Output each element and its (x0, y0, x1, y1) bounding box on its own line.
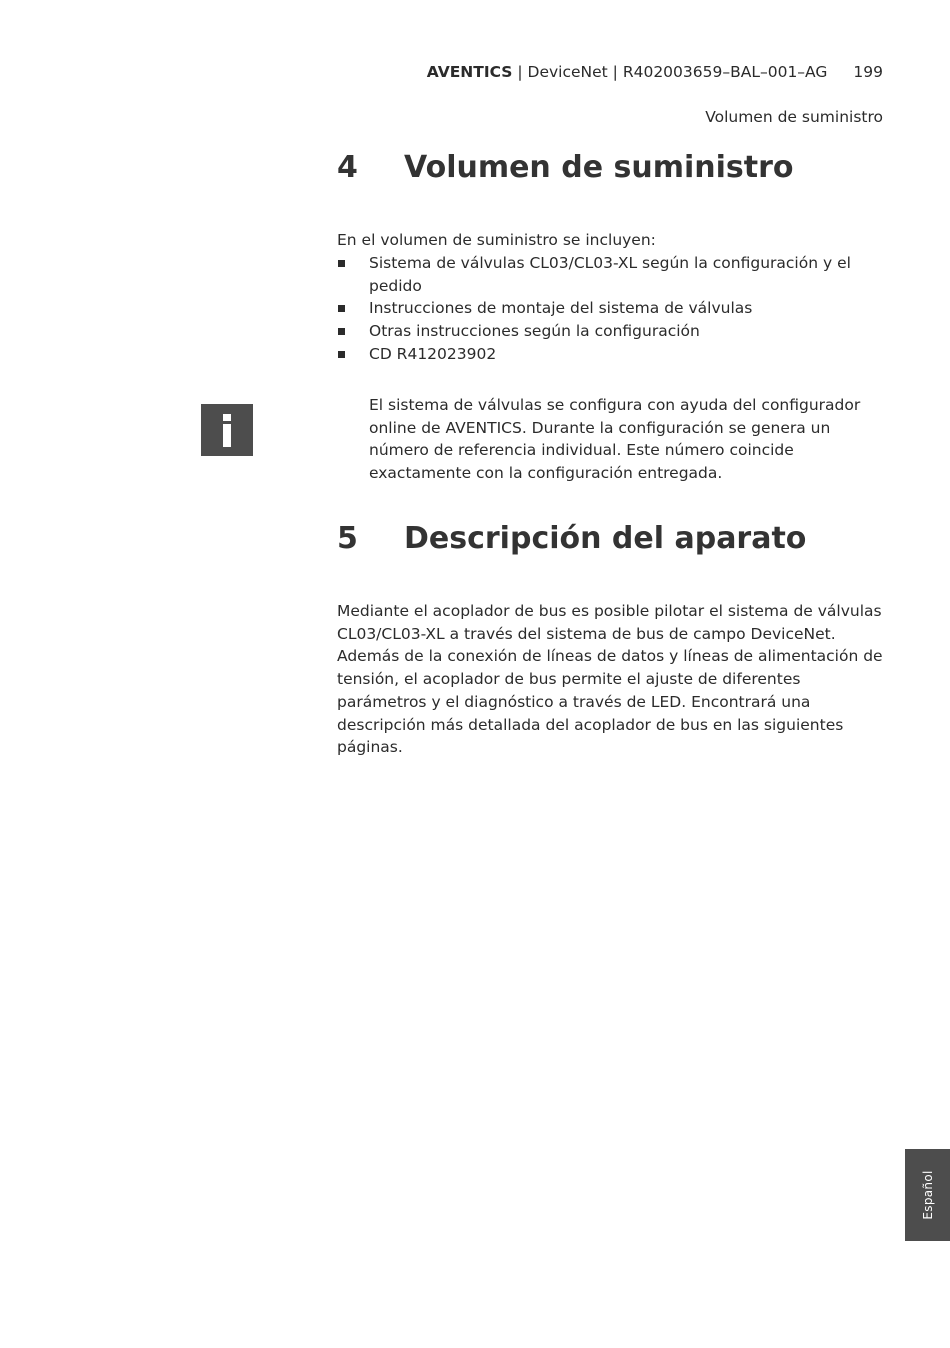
section-number: 4 (337, 150, 358, 185)
info-icon (201, 404, 253, 456)
list-item-text: Sistema de válvulas CL03/CL03-XL según la configuración y el pedido (369, 254, 851, 295)
running-header (0, 62, 883, 82)
section-title: Volumen de suministro (404, 150, 794, 185)
section-5-body: Mediante el acoplador de bus es posible pilotar el sistema de válvulas CL03/CL03-XL a través del sistema de bus de campo DeviceNet. Además de la conexión de líneas de datos y líneas de alimentación de tensión, el acoplador de bus permite el ajuste de diferentes parámetros y el diagnóstico a través de LED. Encontrará una descripción más detallada del acoplador de bus en las siguientes páginas. (337, 602, 883, 757)
list-item-text: Otras instrucciones según la configuración (369, 322, 700, 341)
language-tab (905, 1149, 950, 1241)
info-icon-dot (223, 414, 231, 421)
language-tab-label: Español (920, 1170, 935, 1220)
list-item (337, 320, 887, 343)
section-number: 5 (337, 521, 358, 556)
bullet-square-icon (338, 260, 345, 267)
page-number: 199 (853, 63, 883, 81)
running-section-title: Volumen de suministro (705, 108, 883, 126)
info-icon-stem (223, 424, 231, 447)
section-4-heading (337, 150, 794, 186)
list-item-text: Instrucciones de montaje del sistema de válvulas (369, 299, 753, 318)
list-item (337, 252, 887, 297)
product-name: DeviceNet (527, 63, 608, 81)
info-note: El sistema de válvulas se configura con ayuda del configurador online de AVENTICS. Durante la configuración se genera un número de referencia individual. Este número coincide exactamente con la configuración entregada. (369, 396, 861, 483)
brand-name: AVENTICS (426, 63, 513, 81)
section-title: Descripción del aparato (404, 521, 807, 556)
section-5-heading (337, 521, 806, 557)
document-number: R402003659–BAL–001–AG (622, 63, 828, 81)
supply-items-list (337, 252, 887, 366)
list-item-text: CD R412023902 (369, 344, 497, 363)
header-separator: | (607, 63, 623, 81)
bullet-square-icon (338, 305, 345, 312)
bullet-square-icon (338, 328, 345, 335)
list-item (337, 343, 887, 366)
bullet-square-icon (338, 351, 345, 358)
header-separator: | (512, 63, 528, 81)
section-4-intro: En el volumen de suministro se incluyen: (337, 231, 656, 249)
list-item (337, 297, 887, 320)
